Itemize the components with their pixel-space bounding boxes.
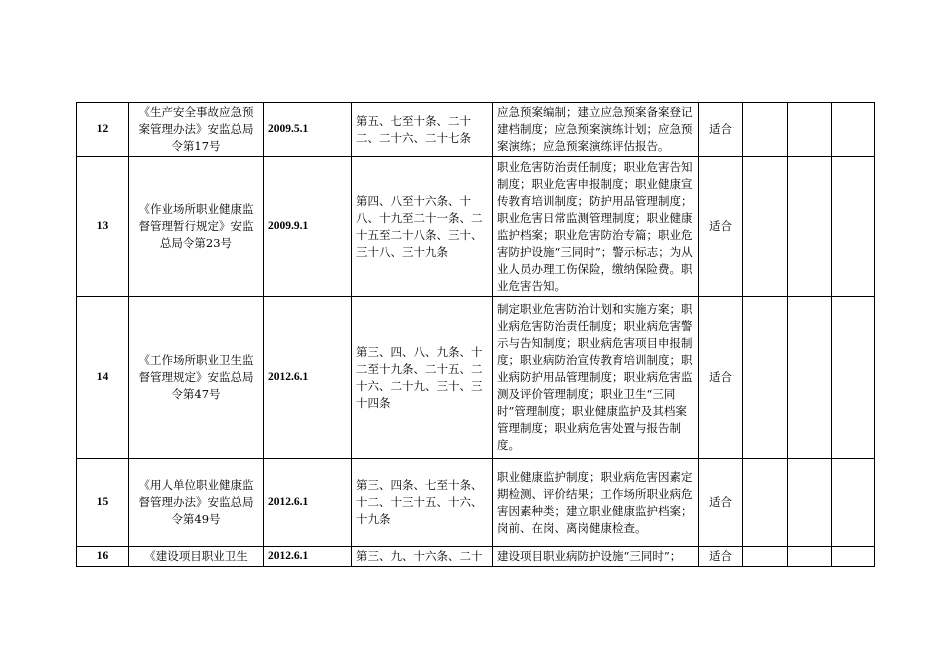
applicable-articles: 第三、九、十六条、二十 [352,547,493,567]
requirements: 建设项目职业病防护设施“三同时”； [493,547,699,567]
empty-cell [788,547,832,567]
empty-cell [832,297,875,459]
regulation-name: 《生产安全事故应急预案管理办法》安监总局令第17号 [129,103,264,157]
empty-cell [832,157,875,297]
effective-date: 2009.9.1 [264,157,352,297]
table-row [77,297,875,459]
requirements: 应急预案编制；建立应急预案备案登记建档制度；应急预案演练计划；应急预案演练；应急预案演练评估报告。 [493,103,699,157]
applicable-articles: 第三、四、八、九条、十二至十九条、二十五、二十六、二十九、三十、三十四条 [352,297,493,459]
effective-date: 2012.6.1 [264,297,352,459]
requirements: 职业危害防治责任制度；职业危害告知制度；职业危害申报制度；职业健康宣传教育培训制度；防护用品管理制度；职业危害日常监测管理制度；职业健康监护档案；职业危害防治专篇；职业危害防护设施“三同时”；警示标志；为从业人员办理工伤保险，缴纳保险费。职业危害告知。 [493,157,699,297]
applicability: 适合 [699,297,743,459]
empty-cell [743,157,788,297]
empty-cell [788,459,832,547]
table-row [77,547,875,567]
row-number: 14 [77,297,129,459]
empty-cell [788,103,832,157]
row-number: 12 [77,103,129,157]
applicability: 适合 [699,157,743,297]
table-row [77,103,875,157]
effective-date: 2012.6.1 [264,547,352,567]
effective-date: 2012.6.1 [264,459,352,547]
empty-cell [832,103,875,157]
requirements: 职业健康监护制度；职业病危害因素定期检测、评价结果；工作场所职业病危害因素种类；建立职业健康监护档案；岗前、在岗、离岗健康检查。 [493,459,699,547]
regulation-name: 《建设项目职业卫生 [129,547,264,567]
empty-cell [743,459,788,547]
regulation-name: 《作业场所职业健康监督管理暂行规定》安监总局令第23号 [129,157,264,297]
regulation-name: 《工作场所职业卫生监督管理规定》安监总局令第47号 [129,297,264,459]
applicability: 适合 [699,547,743,567]
applicable-articles: 第三、四条、七至十条、十二、十三十五、十六、十九条 [352,459,493,547]
table-row [77,157,875,297]
empty-cell [832,459,875,547]
effective-date: 2009.5.1 [264,103,352,157]
applicability: 适合 [699,459,743,547]
empty-cell [743,547,788,567]
requirements: 制定职业危害防治计划和实施方案；职业病危害防治责任制度；职业病危害警示与告知制度；职业病危害项目申报制度；职业病防治宣传教育培训制度；职业病防护用品管理制度；职业病危害监测及评价管理制度；职业卫生“三同时”管理制度；职业健康监护及其档案管理制度；职业病危害处置与报告制度。 [493,297,699,459]
empty-cell [743,297,788,459]
regulation-name: 《用人单位职业健康监督管理办法》安监总局令第49号 [129,459,264,547]
empty-cell [832,547,875,567]
empty-cell [743,103,788,157]
empty-cell [788,157,832,297]
row-number: 16 [77,547,129,567]
regulations-table [76,102,875,567]
applicable-articles: 第五、七至十条、二十二、二十六、二十七条 [352,103,493,157]
applicable-articles: 第四、八至十六条、十八、十九至二十一条、二十五至二十八条、三十、三十八、三十九条 [352,157,493,297]
row-number: 15 [77,459,129,547]
empty-cell [788,297,832,459]
table-row [77,459,875,547]
row-number: 13 [77,157,129,297]
applicability: 适合 [699,103,743,157]
